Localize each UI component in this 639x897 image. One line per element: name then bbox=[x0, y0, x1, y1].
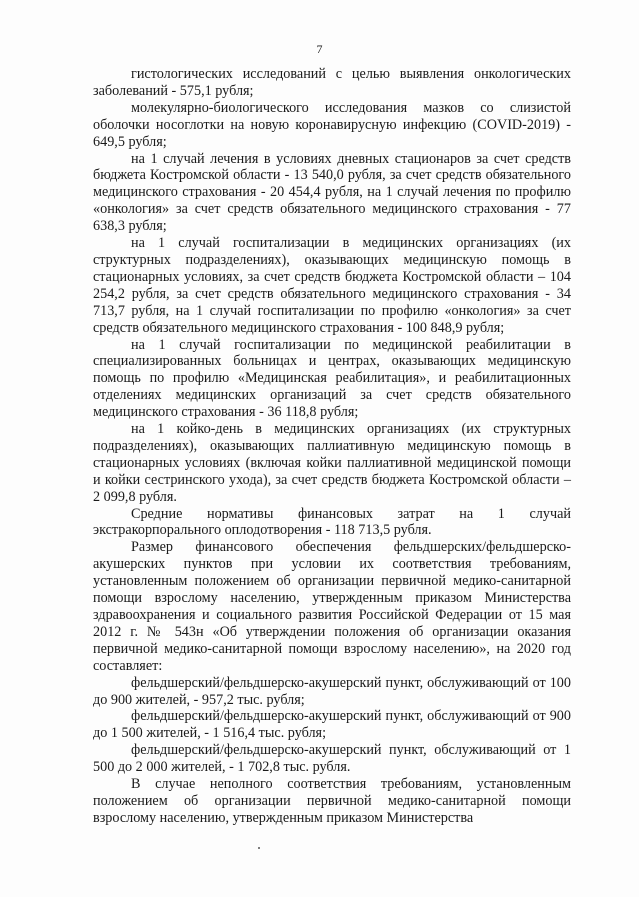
page-number: 7 bbox=[316, 42, 323, 56]
paragraph-ivf: Средние нормативы финансовых затрат на 1 случай экстракорпорального оплодотворения - 118 713,5 рубля. bbox=[93, 505, 571, 539]
paragraph-palliative: на 1 койко-день в медицинских организациях (их структурных подразделениях), оказывающих паллиативную медицинскую помощь в стационарных условиях (включая койки паллиативной медицинской помощи и койки сестринского ухода), за счет средств бюджета Костромской области – 2 099,8 рубля. bbox=[93, 421, 571, 505]
paragraph-partial-compliance: В случае неполного соответствия требованиям, установленным положением об организации первичной медико-санитарной помощи взрослому населению, утвержденным приказом Министерства bbox=[93, 776, 571, 826]
paragraph-day-hospital: на 1 случай лечения в условиях дневных стационаров за счет средств бюджета Костромской области - 13 540,0 рубля, за счет средств обязательного медицинского страхования - 20 454,4 рубля, на 1 случай лечения по профилю «онкология» за счет средств обязательного медицинского страхования - 77 638,3 рубля; bbox=[93, 150, 571, 235]
scan-speck bbox=[258, 847, 260, 849]
paragraph-histology: гистологических исследований с целью выявления онкологических заболеваний - 575,1 рубля; bbox=[93, 66, 571, 99]
paragraph-hospitalization: на 1 случай госпитализации в медицинских организациях (их структурных подразделениях), оказывающих медицинскую помощь в стационарных условиях, за счет средств бюджета Костромской области – 104 254,2 рубля, за счет средств обязательного медицинского страхования - 34 713,7 рубля, на 1 случай госпитализации по профилю «онкология» за счет средств обязательного медицинского страхования - 100 848,9 рубля; bbox=[93, 235, 571, 336]
paragraph-fap-funding: Размер финансового обеспечения фельдшерских/фельдшерско-акушерских пунктов при условии их соответствия требованиям, установленным положением об организации первичной медико-санитарной помощи взрослому населению, утвержденным приказом Министерства здравоохранения и социального развития Российской Федерации от 15 мая 2012 г. № 543н «Об утверждении положения об организации оказания первичной медико-санитарной помощи взрослому населению», на 2020 год составляет: bbox=[93, 539, 571, 674]
paragraph-covid-test: молекулярно-биологического исследования мазков со слизистой оболочки носоглотки на новую коронавирусную инфекцию (COVID-2019) - 649,5 рубля; bbox=[93, 99, 571, 150]
paragraph-fap-900-1500: фельдшерский/фельдшерско-акушерский пункт, обслуживающий от 900 до 1 500 жителей, - 1 516,4 тыс. рубля; bbox=[93, 708, 571, 742]
document-body bbox=[93, 66, 571, 827]
paragraph-rehabilitation: на 1 случай госпитализации по медицинской реабилитации в специализированных больницах и центрах, оказывающих медицинскую помощь по профилю «Медицинская реабилитация», и реабилитационных отделениях медицинских организаций за счет средств обязательного медицинского страхования - 36 118,8 рубля; bbox=[93, 336, 571, 421]
paragraph-fap-1500-2000: фельдшерский/фельдшерско-акушерский пункт, обслуживающий от 1 500 до 2 000 жителей, - 1 702,8 тыс. рубля. bbox=[93, 742, 571, 776]
paragraph-fap-100-900: фельдшерский/фельдшерско-акушерский пункт, обслуживающий от 100 до 900 жителей, - 957,2 тыс. рубля; bbox=[93, 674, 571, 708]
